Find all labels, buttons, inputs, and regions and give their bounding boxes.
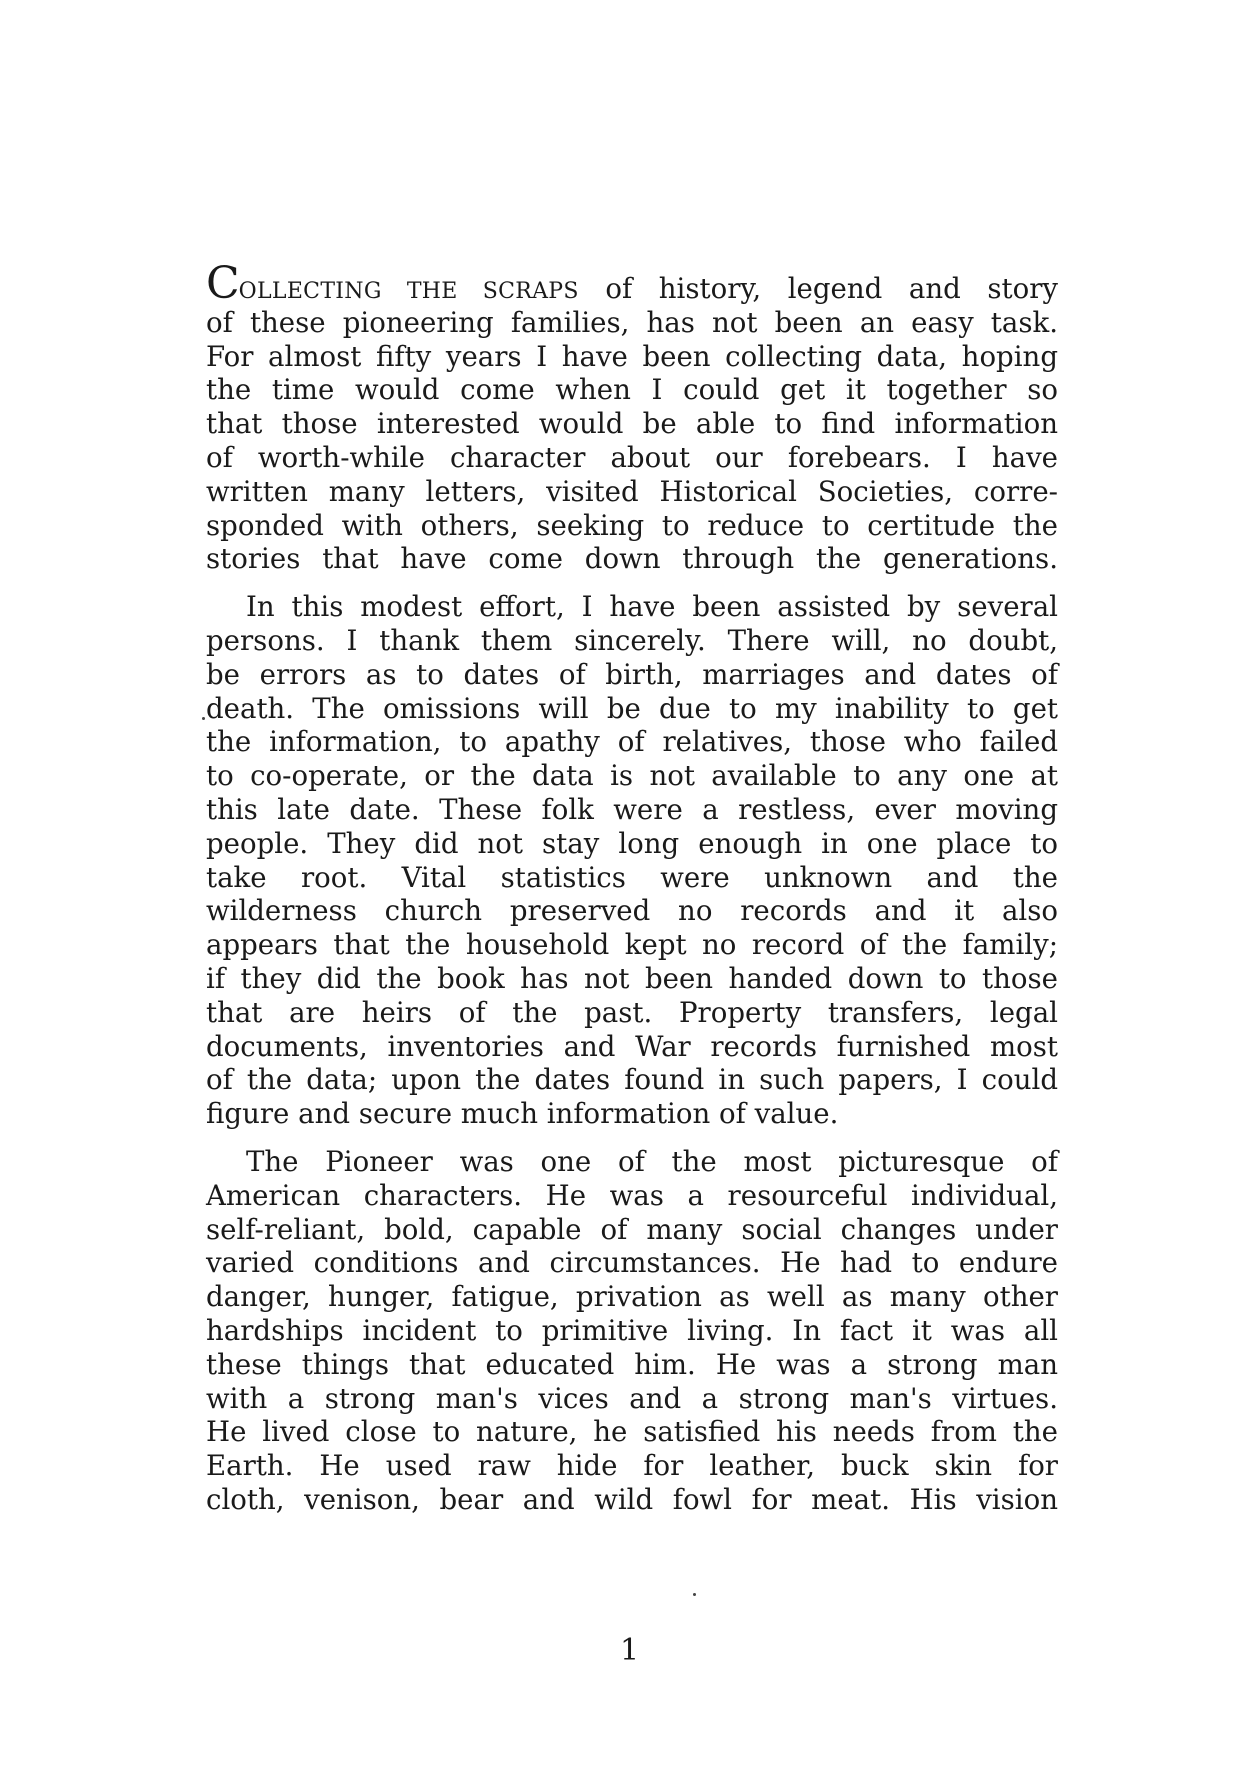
- text-line: Earth. He used raw hide for leather, buck skin for: [206, 1449, 1058, 1483]
- paragraph-gap: [206, 576, 1058, 590]
- text-line: be errors as to dates of birth, marriages and dates of: [206, 657, 1058, 691]
- text-line: take root. Vital statistics were unknown and the: [206, 860, 1058, 894]
- text-line: the information, to apathy of relatives, those who failed: [206, 725, 1058, 759]
- text-line: American characters. He was a resourceful individual,: [206, 1178, 1058, 1212]
- margin-speck: [202, 717, 205, 720]
- text-line: sponded with others, seeking to reduce to certitude the: [206, 508, 1058, 542]
- body-text: [206, 258, 1058, 1517]
- text-line: if they did the book has not been handed down to those: [206, 961, 1058, 995]
- text-line: of worth-while character about our forebears. I have: [206, 440, 1058, 474]
- text-line: wilderness church preserved no records and it also: [206, 894, 1058, 928]
- text-line: He lived close to nature, he satisfied his needs from the: [206, 1415, 1058, 1449]
- text-line: that are heirs of the past. Property transfers, legal: [206, 995, 1058, 1029]
- text-line: hardships incident to primitive living. In fact it was all: [206, 1313, 1058, 1347]
- drop-cap: C: [206, 258, 239, 309]
- text-line: the time would come when I could get it together so: [206, 373, 1058, 407]
- text-line: these things that educated him. He was a strong man: [206, 1347, 1058, 1381]
- text-line: to co-operate, or the data is not available to any one at: [206, 759, 1058, 793]
- text-line: figure and secure much information of value.: [206, 1097, 839, 1131]
- opening-line-rest: of history, legend and story: [578, 272, 1058, 305]
- text-line: The Pioneer was one of the most picturesque of: [246, 1144, 1058, 1178]
- text-line: that those interested would be able to find information: [206, 407, 1058, 441]
- text-line: appears that the household kept no record of the family;: [206, 928, 1058, 962]
- text-line: persons. I thank them sincerely. There will, no doubt,: [206, 623, 1058, 657]
- paragraph-1: [206, 258, 1058, 576]
- paragraph-gap: [206, 1131, 1058, 1145]
- text-line: of the data; upon the dates found in such papers, I could: [206, 1063, 1058, 1097]
- text-line: death. The omissions will be due to my inability to get: [206, 691, 1058, 725]
- paragraph-2: [206, 590, 1058, 1131]
- text-line: written many letters, visited Historical Societies, corre-: [206, 474, 1058, 508]
- opening-line: [206, 258, 1058, 309]
- small-caps-lead: OLLECTING THE SCRAPS: [238, 279, 579, 304]
- text-line: documents, inventories and War records furnished most: [206, 1029, 1058, 1063]
- text-line: varied conditions and circumstances. He had to endure: [206, 1246, 1058, 1280]
- text-line: with a strong man's vices and a strong man's virtues.: [206, 1381, 1058, 1415]
- paragraph-3: [206, 1145, 1058, 1517]
- text-line: of these pioneering families, has not been an easy task.: [206, 305, 1058, 339]
- print-speck: [693, 1593, 696, 1596]
- text-line: this late date. These folk were a restless, ever moving: [206, 792, 1058, 826]
- text-line: For almost fifty years I have been collecting data, hoping: [206, 339, 1058, 373]
- page-number: 1: [619, 1633, 640, 1668]
- text-line: self-reliant, bold, capable of many social changes under: [206, 1212, 1058, 1246]
- text-line: danger, hunger, fatigue, privation as well as many other: [206, 1280, 1058, 1314]
- text-line: stories that have come down through the generations.: [206, 542, 1058, 576]
- text-line: cloth, venison, bear and wild fowl for meat. His vision: [206, 1482, 1058, 1516]
- text-line: people. They did not stay long enough in one place to: [206, 826, 1058, 860]
- text-line: In this modest effort, I have been assisted by several: [246, 590, 1058, 624]
